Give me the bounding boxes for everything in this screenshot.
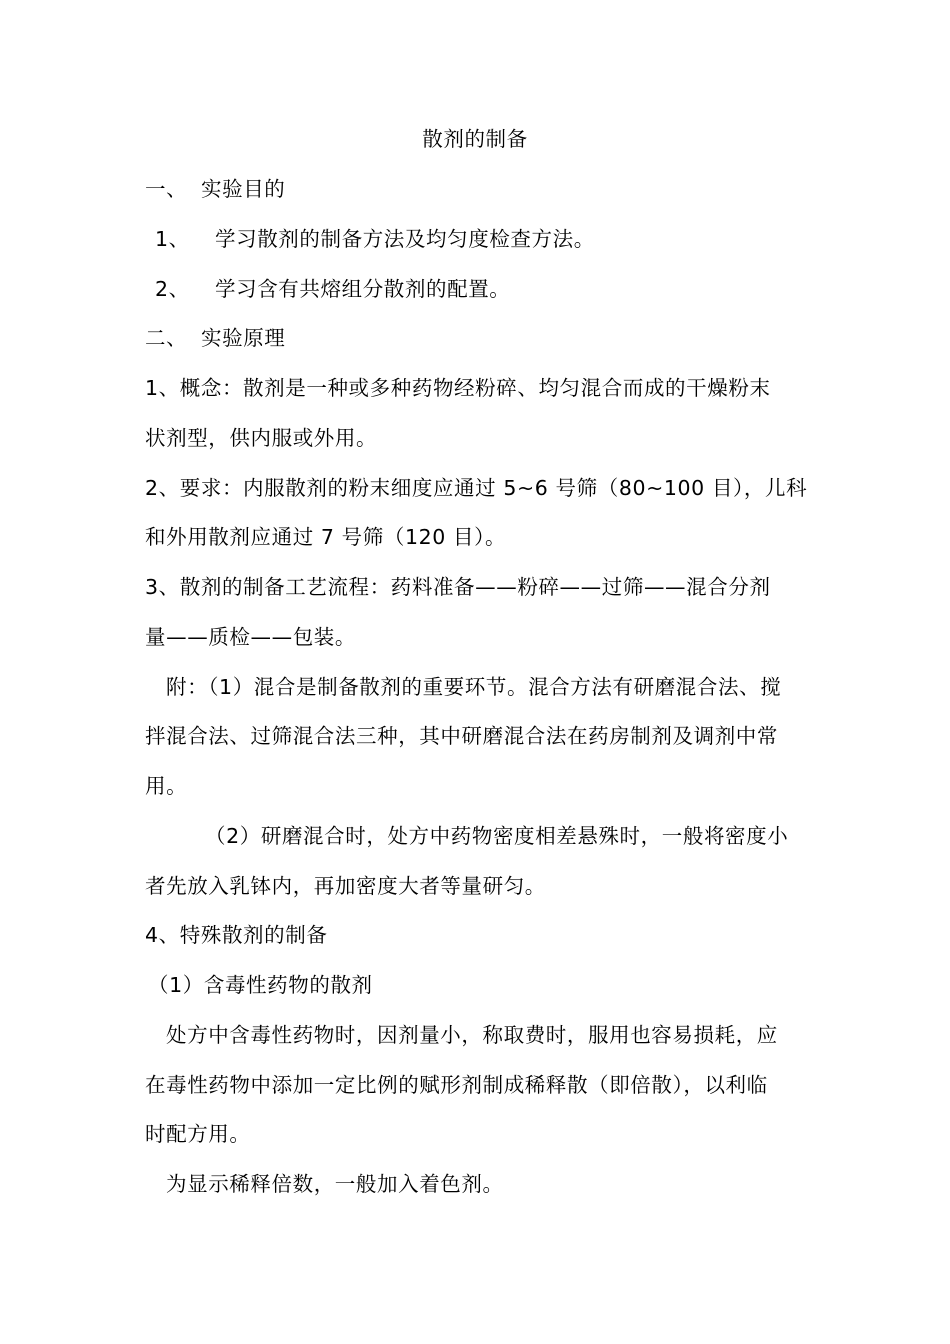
body-text-line: 量——质检——包装。 (145, 625, 356, 649)
body-text-line: 4、特殊散剂的制备 (145, 923, 328, 947)
body-text-line: 状剂型，供内服或外用。 (145, 426, 378, 450)
body-text-line: 者先放入乳钵内，再加密度大者等量研匀。 (145, 874, 546, 898)
document-title: 散剂的制备 (422, 127, 528, 151)
body-text-line: 为显示稀释倍数，一般加入着色剂。 (166, 1172, 504, 1196)
body-text-line: 2、要求：内服散剂的粉末细度应通过 5~6 号筛（80~100 目），儿科 (145, 476, 808, 500)
body-text-line: 用。 (145, 774, 188, 798)
list-item-marker: 2、 (155, 277, 190, 301)
body-text-line: 拌混合法、过筛混合法三种，其中研磨混合法在药房制剂及调剂中常 (145, 724, 778, 748)
body-text-line: 1、概念：散剂是一种或多种药物经粉碎、均匀混合而成的干燥粉末 (145, 376, 771, 400)
list-item-text: 学习含有共熔组分散剂的配置。 (215, 277, 511, 301)
body-text-line: 附：（1）混合是制备散剂的重要环节。混合方法有研磨混合法、搅 (166, 675, 782, 699)
list-item-text: 学习散剂的制备方法及均匀度检查方法。 (215, 227, 595, 251)
list-item (145, 222, 810, 252)
body-text-line: 和外用散剂应通过 7 号筛（120 目）。 (145, 525, 507, 549)
section-marker: 二、 (145, 326, 188, 350)
list-item-marker: 1、 (155, 227, 190, 251)
section-title: 实验目的 (201, 177, 286, 201)
list-item (145, 272, 810, 302)
section-heading (145, 321, 810, 351)
body-text-line: （2）研磨混合时，处方中药物密度相差悬殊时，一般将密度小 (205, 824, 789, 848)
section-title: 实验原理 (201, 326, 286, 350)
section-heading (145, 172, 810, 202)
body-text-line: 处方中含毒性药物时，因剂量小，称取费时，服用也容易损耗，应 (166, 1023, 778, 1047)
body-text-line: 3、散剂的制备工艺流程：药料准备——粉碎——过筛——混合分剂 (145, 575, 771, 599)
body-text-line: 时配方用。 (145, 1122, 251, 1146)
body-text-line: （1）含毒性药物的散剂 (148, 973, 373, 997)
section-marker: 一、 (145, 177, 188, 201)
body-text-line: 在毒性药物中添加一定比例的赋形剂制成稀释散（即倍散），以利临 (145, 1073, 768, 1097)
